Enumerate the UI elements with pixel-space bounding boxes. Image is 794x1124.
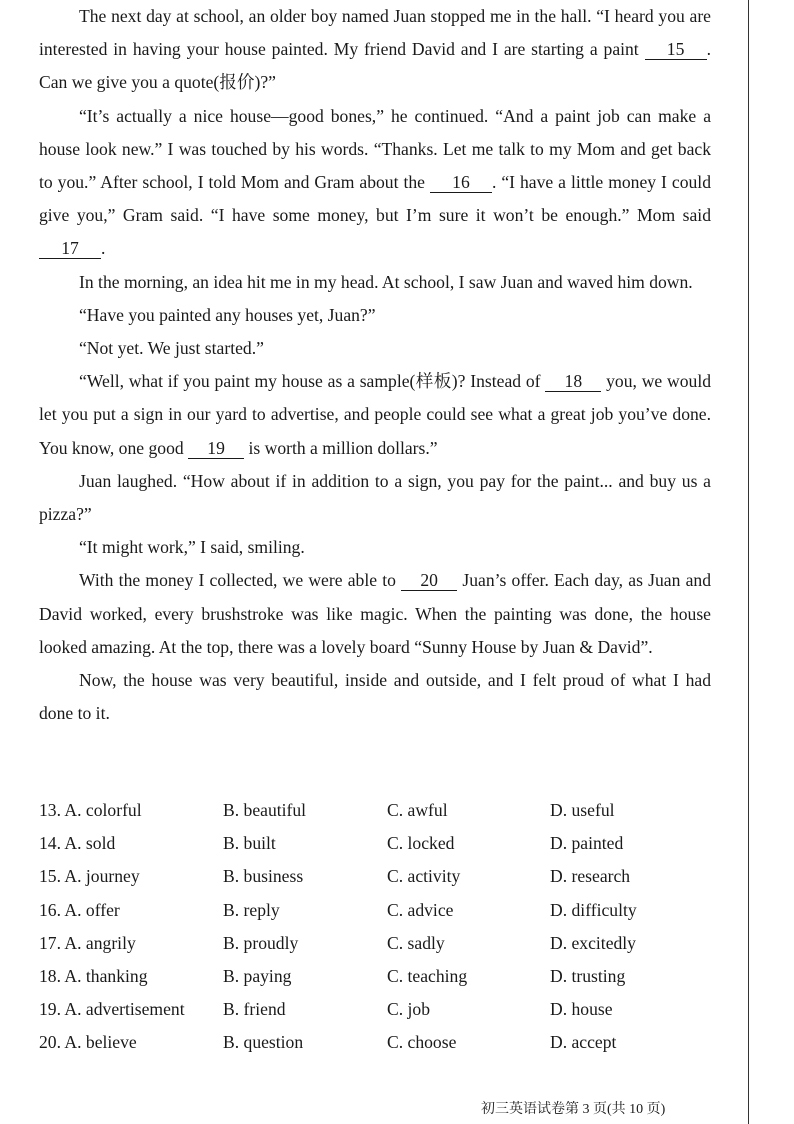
blank-18: 18 [545,371,601,392]
answer-options [39,794,719,1060]
blank-19: 19 [188,438,244,459]
paragraph-8: “It might work,” I said, smiling. [79,537,305,558]
blank-17: 17 [39,238,101,259]
option-c: C. activity [387,866,461,887]
question-row [39,1026,719,1059]
question-row [39,927,719,960]
option-a: 13. A. colorful [39,800,142,820]
option-a: 15. A. journey [39,866,140,887]
page-footer: 初三英语试卷第 3 页(共 10 页) [481,1102,666,1117]
option-c: C. sadly [387,932,445,953]
option-b: B. business [223,866,304,887]
option-d: D. excitedly [550,932,636,953]
question-row [39,960,719,993]
reading-passage [39,0,711,730]
option-a: 17. A. angrily [39,932,136,953]
option-b: B. paying [223,965,292,986]
blank-16: 16 [430,172,492,193]
option-a: 16. A. offer [39,899,120,920]
paragraph-4: “Have you painted any houses yet, Juan?” [79,304,376,325]
option-d: D. research [550,866,631,887]
paragraph-3: In the morning, an idea hit me in my head. At school, I saw Juan and waved him down. [79,271,693,292]
option-b: B. friend [223,999,286,1020]
paragraph-10: Now, the house was very beautiful, inside and outside, and I felt proud of what I had done to it. [39,670,711,724]
option-b: B. beautiful [223,800,307,820]
option-d: D. trusting [550,965,626,986]
option-c: C. teaching [387,965,468,986]
paragraph-9: With the money I collected, we were able to 20 Juan’s offer. Each day, as Juan and David worked, every brushstroke was like magic. When the painting was done, the house looked amazing. At the top, there was a lovely board “Sunny House by Juan & David”. [39,570,712,657]
option-a: 20. A. believe [39,1032,137,1053]
page-margin-rule [748,0,749,1124]
paragraph-1: The next day at school, an older boy named Juan stopped me in the hall. “I heard you are interested in having your house painted. My friend David and I are starting a paint 15 . Can we give you a quote(报价)?” [39,6,711,93]
question-row [39,860,719,893]
option-d: D. difficulty [550,899,637,920]
blank-20: 20 [401,570,457,591]
option-c: C. locked [387,833,455,854]
option-b: B. question [223,1032,304,1053]
option-a: 14. A. sold [39,833,116,854]
paragraph-6: “Well, what if you paint my house as a sample(样板)? Instead of 18 you, we would let you put a sign in our yard to advertise, and people could see what a great job you’ve done. You know, one good 19 is worth a million dollars.” [39,371,711,458]
question-row [39,993,719,1026]
option-c: C. job [387,999,431,1020]
option-c: C. choose [387,1032,457,1053]
option-b: B. proudly [223,932,299,953]
option-b: B. reply [223,899,280,920]
option-c: C. advice [387,899,454,920]
paragraph-5: “Not yet. We just started.” [79,338,264,359]
question-row [39,894,719,927]
option-a: 19. A. advertisement [39,999,185,1020]
option-d: D. painted [550,833,624,854]
question-row [39,827,719,860]
paragraph-7: Juan laughed. “How about if in addition to a sign, you pay for the paint... and buy us a pizza?” [39,470,711,525]
paragraph-2: “It’s actually a nice house—good bones,” he continued. “And a paint job can make a house look new.” I was touched by his words. “Thanks. Let me talk to my Mom and get back to you.” After school, I told Mom and Gram about the 16 . “I have a little money I could give you,” Gram said. “I have some money, but I’m sure it won’t be enough.” Mom said 17 . [39,105,711,259]
option-d: D. house [550,999,613,1020]
option-d: D. accept [550,1032,617,1053]
option-a: 18. A. thanking [39,965,148,986]
question-row [39,794,719,827]
option-d: D. useful [550,800,615,820]
option-b: B. built [223,833,276,854]
option-c: C. awful [387,800,448,820]
blank-15: 15 [645,39,707,60]
